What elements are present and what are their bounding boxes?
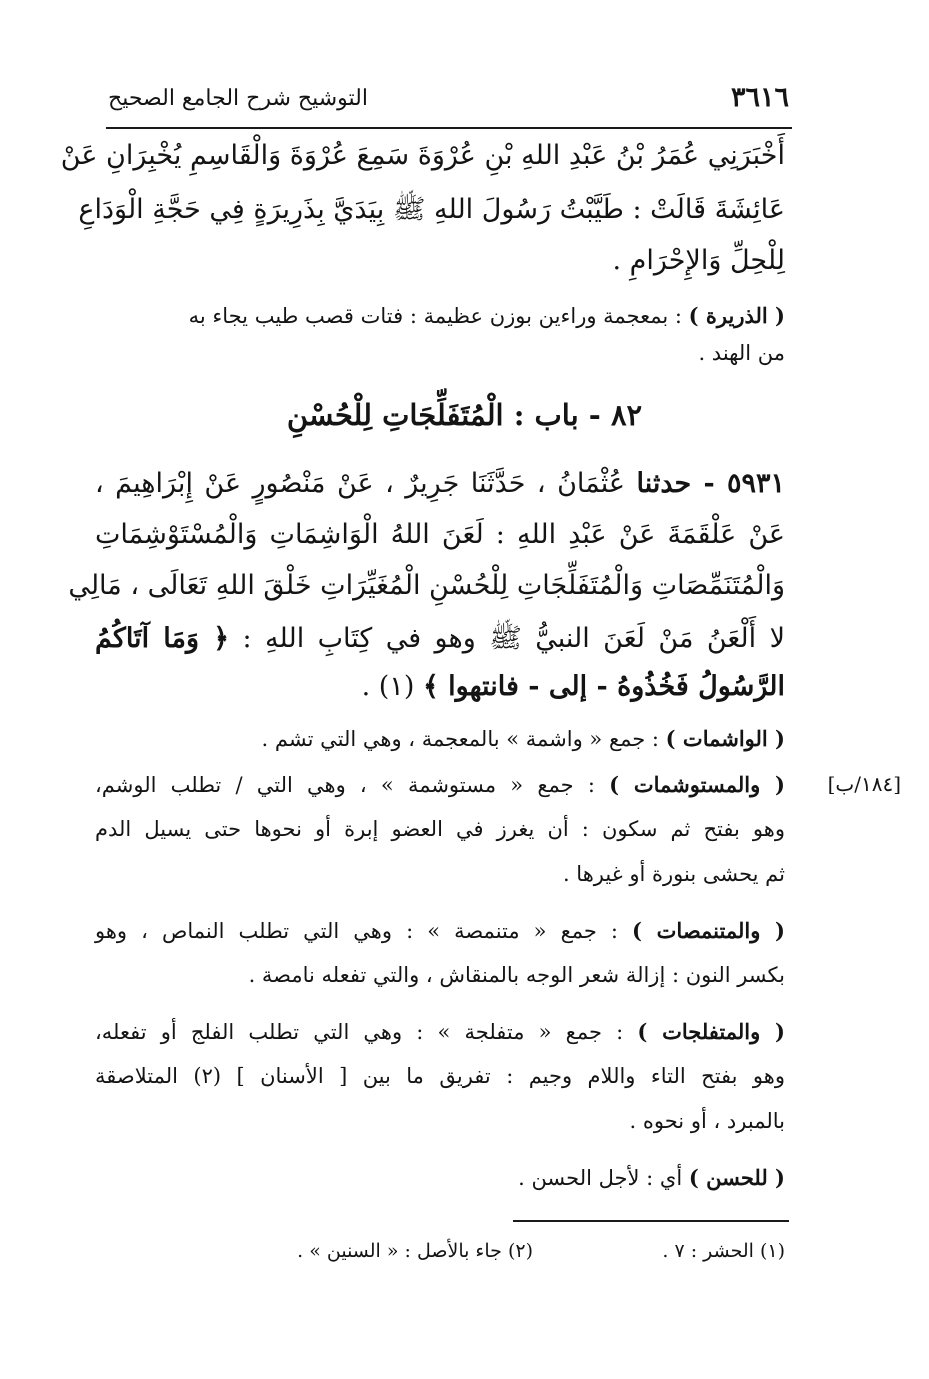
footnote-rule [513,1220,789,1222]
quran-quote: ﴿ وَمَا آتَاكُمُ [95,623,230,654]
comment-mustawshimat-line-3: ثم يحشى بنورة أو غيرها . [562,862,785,886]
comment-term: ( والمتنمصات ) [632,918,785,943]
hadith-number: ٥٩٣١ - حدثنا [636,468,786,499]
hadith-top-line-2: عَائِشَةَ قَالَتْ : طَيَّبْتُ رَسُولَ اللهِ ﷺ بِيَدَيَّ بِذَرِيرَةٍ فِي حَجَّةِ الْوَدَاعِ [78,194,785,225]
comment-term: ( والمتفلجات ) [637,1019,785,1044]
manuscript-folio-ref: [١٨٤/ب] [827,772,901,796]
comment-text: : بمعجمة وراءين بوزن عظيمة : فتات قصب طيب يجاء به [188,304,689,328]
comment-text: أي : لأجل الحسن . [518,1166,689,1190]
hadith-top-line-1: أَخْبَرَنِي عُمَرُ بْنُ عَبْدِ اللهِ بْنِ عُرْوَةَ سَمِعَ عُرْوَةَ وَالْقَاسِمِ يُخْبِرَانِ عَنْ [60,140,785,171]
hadith-main-line-3: وَالْمُتَنَمِّصَاتِ وَالْمُتَفَلِّجَاتِ لِلْحُسْنِ الْمُغَيِّرَاتِ خَلْقَ اللهِ تَعَالَى ، مَالِي [68,570,785,601]
comment-text: : جمع « متنمصة » : وهي التي تطلب النماص ، وهو [95,919,633,943]
comment-text: : جمع « متفلجة » : وهي التي تطلب الفلج أو تفعله، [95,1020,638,1044]
hadith-main-line-5 [362,671,785,702]
comment-term: ( والمستوشمات ) [609,772,785,797]
running-title: التوشيح شرح الجامع الصحيح [108,86,368,111]
hadith-main-line-1 [95,468,785,499]
quran-quote: الرَّسُولُ فَخُذُوهُ - إلى - فانتهوا ﴾ [422,671,785,702]
hadith-main-line-4 [95,621,785,661]
comment-mutanammisat-line-1 [95,918,785,943]
comment-husn [518,1165,785,1190]
comment-text: : جمع « مستوشمة » ، وهي التي / تطلب الوشم، [95,773,610,797]
comment-dharira-line-2: من الهند . [698,341,785,365]
comment-mutafallijat-line-3: بالمبرد ، أو نحوه . [629,1109,785,1133]
hadith-top-line-3: لِلْحِلِّ وَالإِحْرَامِ . [612,245,785,276]
comment-washimat [262,726,785,751]
comment-mutafallijat-line-1 [95,1019,785,1044]
hadith-main-line-2: عَنْ عَلْقَمَةَ عَنْ عَبْدِ اللهِ : لَعَنَ اللهُ الْوَاشِمَاتِ وَالْمُسْتَوْشِمَاتِ [95,519,785,550]
footnote-2: (٢) جاء بالأصل : « السنين » . [297,1240,533,1262]
footnote-1: (١) الحشر : ٧ . [662,1240,785,1262]
comment-mutanammisat-line-2: بكسر النون : إزالة شعر الوجه بالمنقاش ، والتي تفعله نامصة . [248,963,785,987]
comment-term: ( الذريرة ) [688,303,785,328]
page-number: ٣٦١٦ [730,82,789,113]
comment-dharira-line-1 [95,303,785,328]
comment-text: : جمع « واشمة » بالمعجمة ، وهي التي تشم . [261,727,666,751]
comment-mustawshimat-line-2: وهو بفتح ثم سكون : أن يغرز في العضو إبرة أو نحوها حتى يسيل الدم [95,817,785,841]
comment-mutafallijat-line-2: وهو بفتح التاء واللام وجيم : تفريق ما بين [ الأسنان ] (٢) المتلاصقة [95,1064,785,1088]
hadith-line-text: عُثْمَانُ ، حَدَّثَنَا جَرِيرٌ ، عَنْ مَنْصُورٍ عَنْ إِبْرَاهِيمَ ، [95,468,637,499]
comment-term: ( للحسن ) [688,1165,785,1190]
comment-term: ( الواشمات ) [665,726,785,751]
chapter-heading: ٨٢ - باب : الْمُتَفَلِّجَاتِ لِلْحُسْنِ [286,398,643,432]
footnote-ref: (١) . [361,671,423,702]
comment-mustawshimat-line-1 [95,772,785,797]
hadith-line-text: لا أَلْعَنُ مَنْ لَعَنَ النبيُّ ﷺ وهو في كِتَابِ اللهِ : [229,623,785,654]
header-rule [106,127,792,129]
